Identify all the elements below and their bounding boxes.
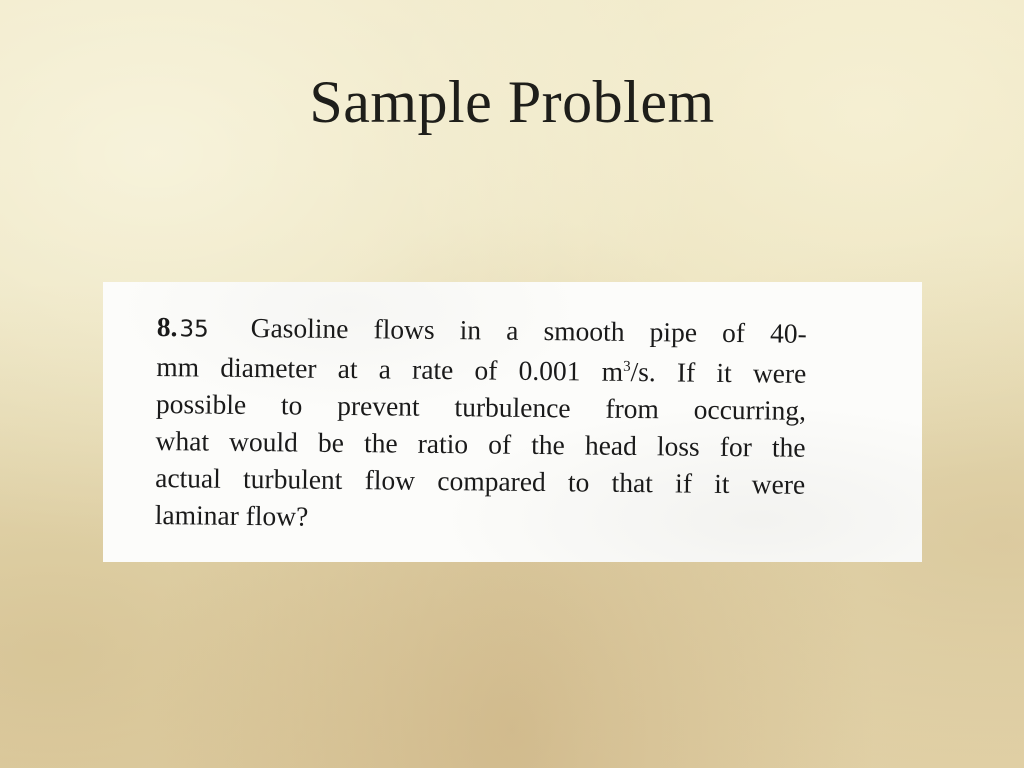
problem-line-2-tail: /s. If it were	[630, 355, 807, 389]
slide-title: Sample Problem	[309, 69, 715, 135]
problem-line-5: actual turbulent flow compared to that if it were	[155, 461, 806, 500]
problem-line-1	[157, 308, 807, 355]
problem-line-4: what would be the ratio of the head loss for the	[155, 424, 806, 463]
problem-line-1-text: Gasoline flows in a smooth pipe of 40-	[250, 311, 807, 349]
superscript-exponent: 3	[623, 358, 631, 375]
problem-line-2-text: mm diameter at a rate of 0.001 m	[156, 350, 624, 387]
problem-statement	[155, 308, 807, 540]
scanned-problem-image	[103, 282, 922, 562]
problem-number: 8.	[156, 310, 178, 343]
problem-line-6: laminar flow?	[154, 498, 309, 532]
handwritten-problem-number: 35	[179, 316, 209, 343]
problem-line-3: possible to prevent turbulence from occurring,	[155, 387, 807, 426]
